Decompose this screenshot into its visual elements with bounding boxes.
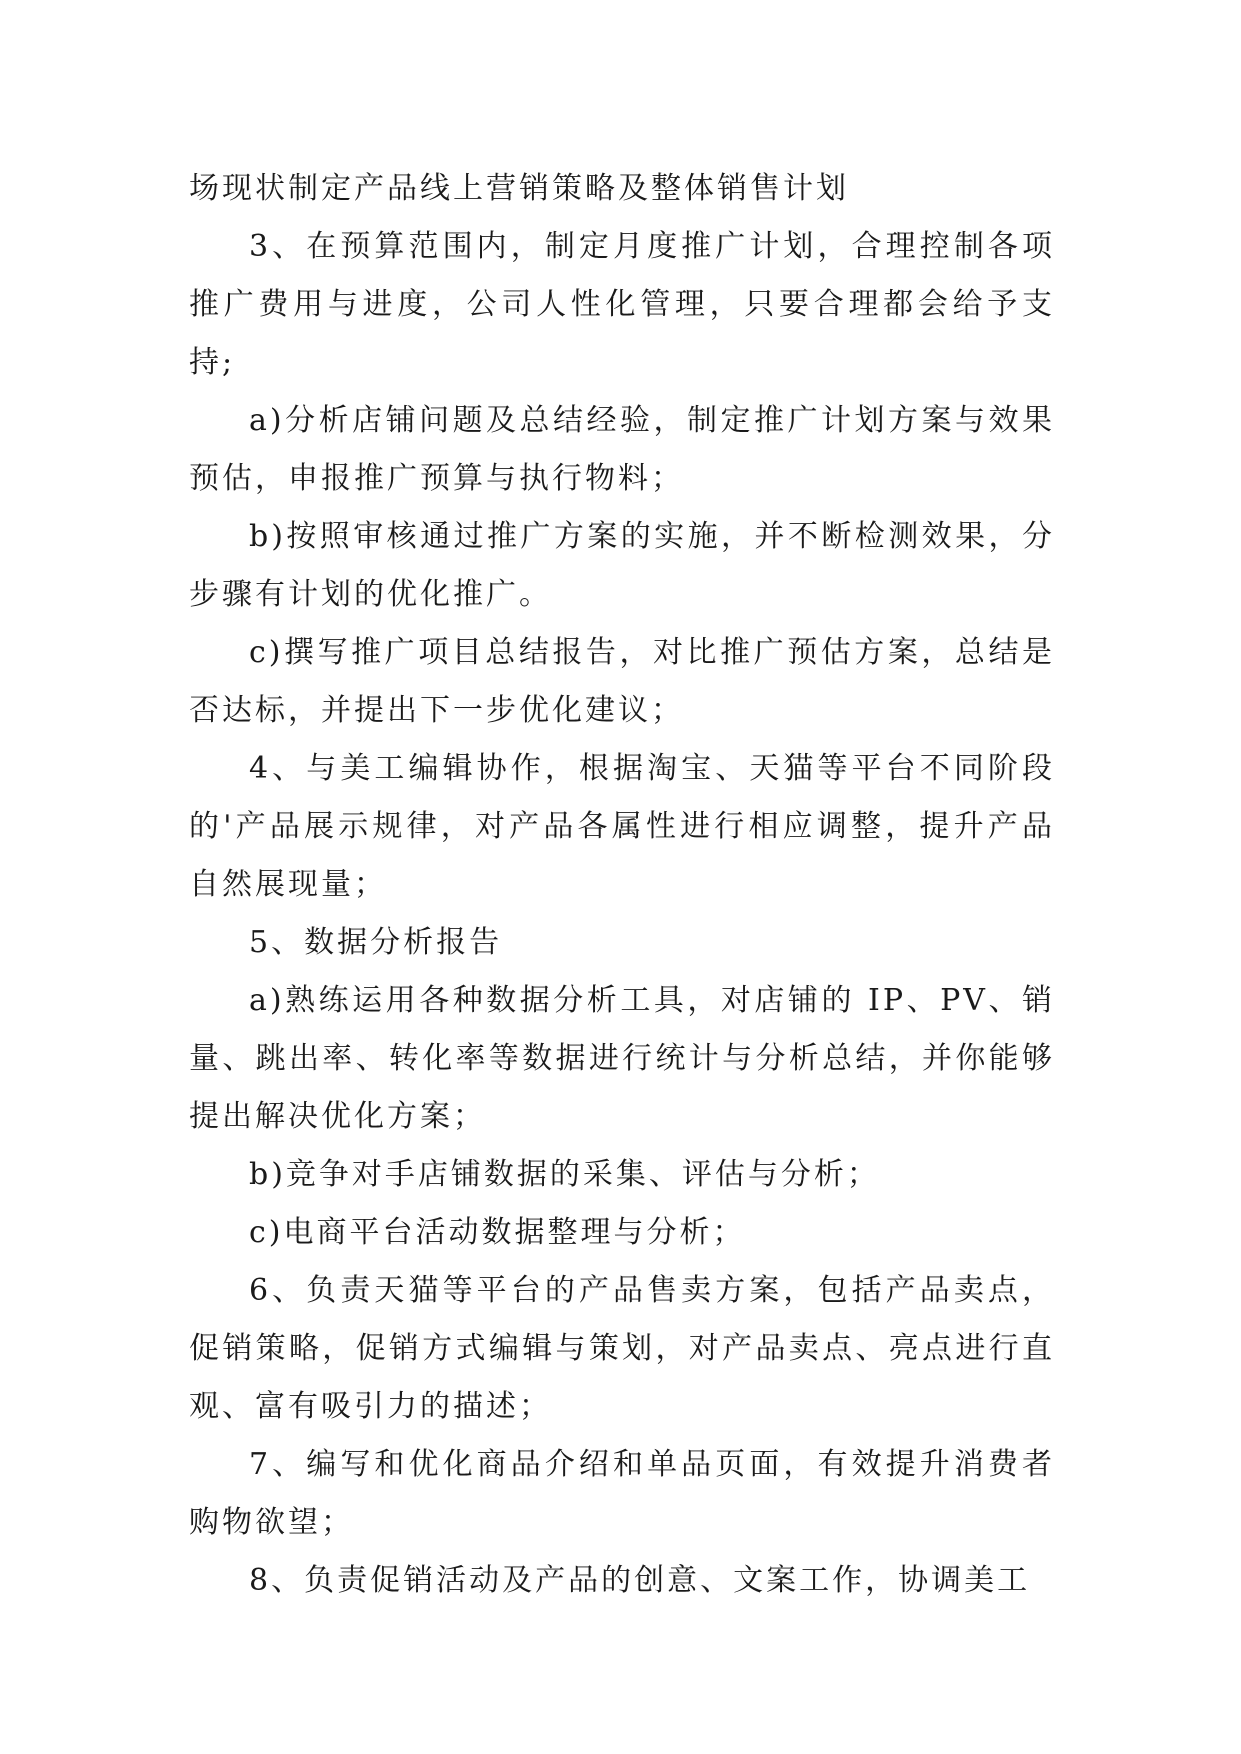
paragraph-7: 5、数据分析报告 [249, 925, 503, 960]
paragraph-3: a)分析店铺问题及总结经验，制定推广计划方案与效果预估，申报推广预算与执行物料； [189, 403, 1055, 496]
paragraph-4: b)按照审核通过推广方案的实施，并不断检测效果，分步骤有计划的优化推广。 [189, 519, 1055, 612]
paragraph-11: 6、负责天猫等平台的产品售卖方案，包括产品卖点，促销策略，促销方式编辑与策划，对产品卖点、亮点进行直观、富有吸引力的描述； [189, 1273, 1055, 1424]
paragraph-2: 3、在预算范围内，制定月度推广计划，合理控制各项推广费用与进度，公司人性化管理，只要合理都会给予支持; [189, 229, 1055, 380]
paragraph-8: a)熟练运用各种数据分析工具，对店铺的 IP、PV、销量、跳出率、转化率等数据进行统计与分析总结，并你能够提出解决优化方案； [189, 983, 1055, 1134]
paragraph-10: c)电商平台活动数据整理与分析； [249, 1215, 746, 1250]
paragraph-5: c)撰写推广项目总结报告，对比推广预估方案，总结是否达标，并提出下一步优化建议； [189, 635, 1055, 728]
paragraph-6: 4、与美工编辑协作，根据淘宝、天猫等平台不同阶段的'产品展示规律，对产品各属性进行相应调整，提升产品自然展现量； [189, 751, 1055, 902]
paragraph-1: 场现状制定产品线上营销策略及整体销售计划 [189, 171, 849, 206]
paragraph-13: 8、负责促销活动及产品的创意、文案工作，协调美工 [249, 1563, 1031, 1598]
paragraph-9: b)竞争对手店铺数据的采集、评估与分析； [249, 1157, 880, 1192]
paragraph-12: 7、编写和优化商品介绍和单品页面，有效提升消费者购物欲望； [189, 1447, 1055, 1540]
document-body [189, 160, 1055, 1610]
